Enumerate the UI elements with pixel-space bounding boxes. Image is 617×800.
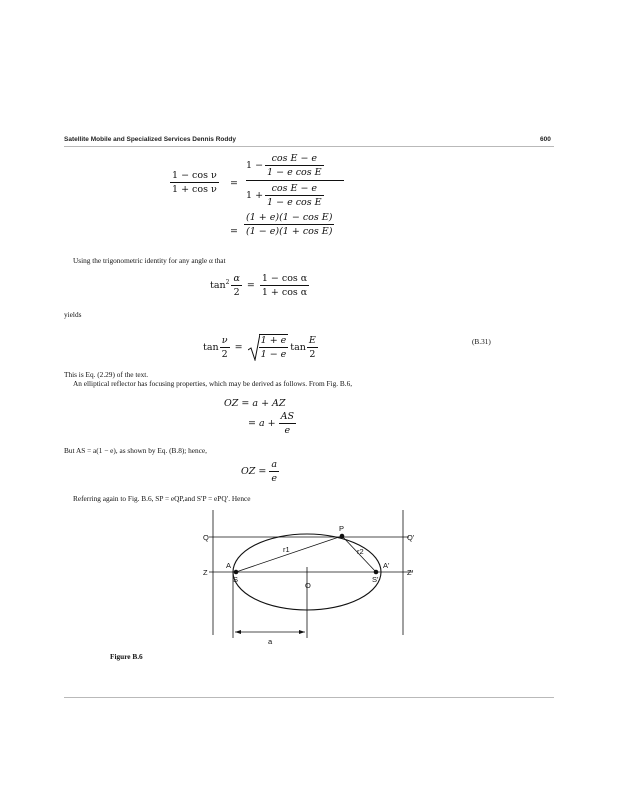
focus-s — [234, 570, 239, 575]
text-elliptical: An elliptical reflector has focusing properties, which may be derived as follows. From Fig. B.6, — [73, 379, 353, 388]
sqrt-expression — [248, 333, 289, 361]
identity-equation — [210, 273, 309, 298]
one-plus-cos-alpha: 1 + cos α — [261, 287, 308, 298]
a-right-arrowhead — [299, 630, 305, 634]
label-z-prime: Z' — [407, 568, 414, 577]
one-minus-ecosE-bottom: 1 − e cos E — [267, 197, 322, 208]
equals-sign-4: = — [234, 341, 243, 353]
label-s: S — [233, 575, 239, 584]
label-z: Z — [203, 568, 208, 577]
e-denominator: e — [284, 425, 291, 436]
text-using-identity: Using the trigonometric identity for any angle α that — [73, 256, 226, 265]
eq-oz-line2 — [248, 411, 296, 436]
a-numerator: a — [271, 459, 278, 470]
point-p — [340, 534, 345, 539]
equation-number: (B.31) — [472, 337, 491, 346]
result-fraction — [244, 212, 334, 237]
running-title: Satellite Mobile and Specialized Services Dennis Roddy — [64, 136, 236, 143]
result-numerator: (1 + e)(1 − cos E) — [246, 212, 333, 223]
equals-sign-1: = — [230, 178, 238, 189]
a-left-arrowhead — [235, 630, 241, 634]
r1-line — [236, 536, 342, 572]
two-den-b: 2 — [309, 348, 316, 360]
text-this-is-eq: This is Eq. (2.29) of the text. — [64, 370, 149, 379]
cosE-minus-e-bottom: cos E − e — [271, 183, 318, 194]
compound-fraction — [246, 153, 344, 208]
nu-numerator: ν — [221, 334, 228, 346]
tan-label-2: tan — [290, 341, 306, 353]
alpha-numerator: α — [233, 273, 240, 284]
eq-oz-line1: OZ = a + AZ — [224, 398, 286, 409]
eq-oz-final — [241, 459, 279, 484]
eq-a-plus: = a + — [248, 418, 276, 429]
text-yields: yields — [64, 310, 82, 319]
label-a-dimension: a — [268, 637, 273, 646]
label-q-prime: Q' — [407, 533, 415, 542]
figure-caption: Figure B.6 — [110, 652, 143, 661]
tan-label: tan — [203, 341, 219, 353]
figure-b6 — [195, 510, 435, 650]
label-a-prime: A' — [383, 561, 390, 570]
one-minus: 1 − — [246, 160, 264, 171]
one-minus-cos-alpha: 1 − cos α — [261, 273, 308, 284]
page-number: 600 — [540, 136, 551, 143]
label-o: O — [305, 581, 311, 590]
equals-sign-2: = — [230, 226, 238, 237]
two-den-a: 2 — [221, 348, 228, 360]
lhs-fraction — [170, 170, 219, 195]
label-p: P — [339, 524, 345, 533]
one-minus-ecosE-top: 1 − e cos E — [267, 167, 322, 178]
label-r1: r1 — [283, 545, 290, 554]
label-r2: r2 — [357, 547, 364, 556]
label-q: Q — [203, 533, 209, 542]
text-referring: Referring again to Fig. B.6, SP = eQP,and S′P = ePQ′. Hence — [73, 494, 251, 503]
lhs-numerator: 1 − cos ν — [172, 170, 217, 181]
label-a-vertex: A — [226, 561, 232, 570]
tan-squared: $\tan^2$ — [210, 279, 230, 292]
one-plus: 1 + — [246, 190, 264, 201]
oz-eq-label: OZ = — [241, 466, 267, 477]
AS-numerator: AS — [280, 411, 294, 422]
eq-b31 — [203, 333, 318, 361]
text-but-as: But AS = a(1 − e), as shown by Eq. (B.8); hence, — [64, 446, 207, 455]
label-s-prime: S' — [372, 575, 379, 584]
one-minus-e: 1 − e — [260, 349, 287, 360]
result-denominator: (1 − e)(1 + cos E) — [246, 226, 333, 237]
cosE-minus-e-top: cos E − e — [271, 153, 318, 164]
E-numerator: E — [308, 334, 316, 346]
lhs-denominator: 1 + cos ν — [172, 184, 217, 195]
focus-s-prime — [374, 570, 379, 575]
equals-sign-3: = — [246, 280, 255, 291]
header-rule — [64, 146, 554, 147]
two-denominator: 2 — [233, 287, 240, 298]
footer-rule — [64, 697, 554, 698]
e-denominator-2: e — [271, 473, 278, 484]
one-plus-e: 1 + e — [260, 335, 287, 346]
